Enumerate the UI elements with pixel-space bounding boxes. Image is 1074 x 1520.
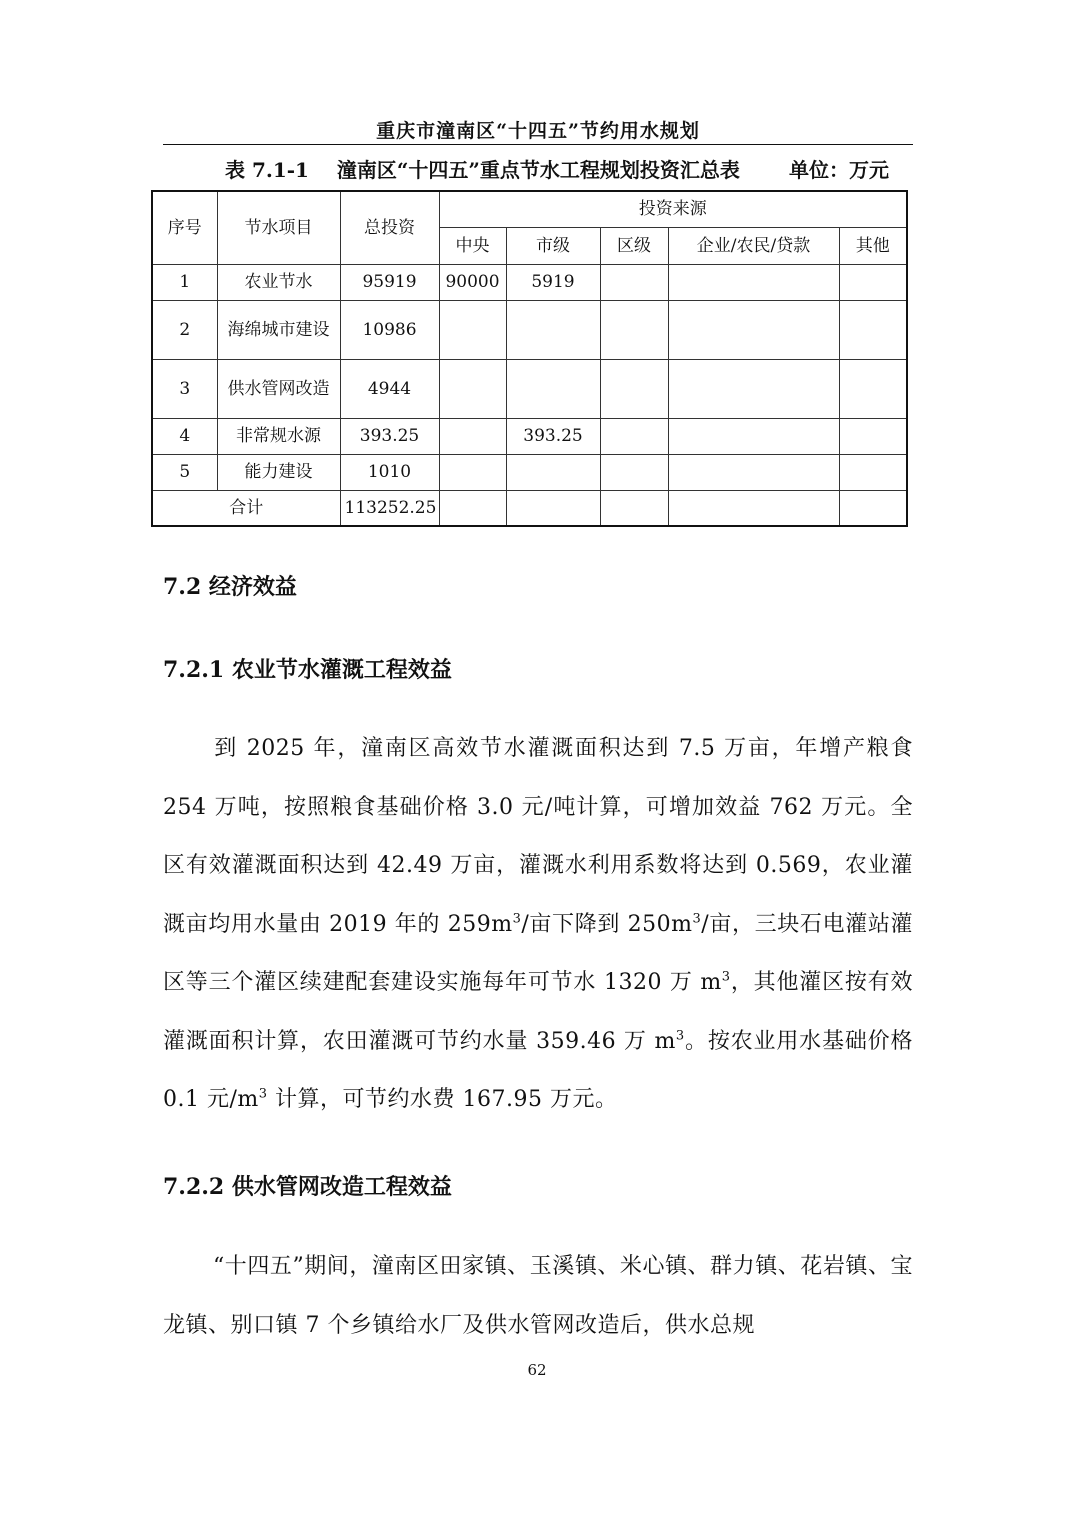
cell-other bbox=[839, 418, 907, 454]
total-label: 合计 bbox=[152, 490, 340, 526]
cell-project: 能力建设 bbox=[217, 454, 340, 490]
cell-central: 90000 bbox=[439, 264, 506, 300]
table-caption-label: 表 7.1-1 bbox=[225, 158, 309, 182]
header-rule bbox=[163, 144, 913, 145]
total-value: 113252.25 bbox=[340, 490, 439, 526]
running-header: 重庆市潼南区“十四五”节约用水规划 bbox=[376, 120, 700, 142]
cell-total: 1010 bbox=[340, 454, 439, 490]
cell-central bbox=[439, 454, 506, 490]
cell-other bbox=[839, 264, 907, 300]
cell-city bbox=[506, 359, 600, 418]
header-total: 总投资 bbox=[340, 191, 439, 264]
header-project: 节水项目 bbox=[217, 191, 340, 264]
table-caption-title bbox=[225, 154, 740, 183]
section-heading-7-2-1: 7.2.1 农业节水灌溉工程效益 bbox=[163, 657, 452, 683]
cell-district bbox=[600, 454, 668, 490]
cell-seq: 3 bbox=[152, 359, 217, 418]
header-seq: 序号 bbox=[152, 191, 217, 264]
cell-enterprise bbox=[668, 418, 839, 454]
header-other: 其他 bbox=[839, 227, 907, 264]
cell-other bbox=[839, 454, 907, 490]
table-row bbox=[152, 300, 907, 359]
cell-central bbox=[439, 359, 506, 418]
investment-summary-table bbox=[151, 190, 908, 527]
cell-central bbox=[439, 418, 506, 454]
cell-project: 海绵城市建设 bbox=[217, 300, 340, 359]
cell-seq: 4 bbox=[152, 418, 217, 454]
header-central: 中央 bbox=[439, 227, 506, 264]
section-heading-7-2: 7.2 经济效益 bbox=[163, 574, 297, 600]
cell-project: 非常规水源 bbox=[217, 418, 340, 454]
cell-district bbox=[600, 359, 668, 418]
cell-city bbox=[506, 300, 600, 359]
cell-enterprise bbox=[668, 454, 839, 490]
cell-seq: 2 bbox=[152, 300, 217, 359]
table-row bbox=[152, 454, 907, 490]
table-total-row bbox=[152, 490, 907, 526]
header-source: 投资来源 bbox=[439, 191, 907, 227]
cell-other bbox=[839, 300, 907, 359]
cell-total: 393.25 bbox=[340, 418, 439, 454]
section-heading-7-2-2: 7.2.2 供水管网改造工程效益 bbox=[163, 1174, 452, 1200]
cell-project: 供水管网改造 bbox=[217, 359, 340, 418]
cell-total: 10986 bbox=[340, 300, 439, 359]
table-row bbox=[152, 359, 907, 418]
cell-seq: 1 bbox=[152, 264, 217, 300]
cell-district bbox=[600, 418, 668, 454]
paragraph-agriculture: 到 2025 年，潼南区高效节水灌溉面积达到 7.5 万亩，年增产粮食 254 万吨，按照粮食基础价格 3.0 元/吨计算，可增加效益 762 万元。全区有效灌溉面积达到 42.49 万亩，灌溉水利用系数将达到 0.569，农业灌溉亩均用水量由 2019 年的 $259m^3/$亩下降到 $250m^3/$亩，三块石电灌站灌区等三个灌区续建配套建设实施每年可节水 1320 万 $m^3$，其他灌区按有效灌溉面积计算，农田灌溉可节约水量 359.46 万 $m^3$。按农业用水基础价格 0.1 元$/m^3$ 计算，可节约水费 167.95 万元。 bbox=[163, 736, 914, 1112]
header-enterprise: 企业/农民/贷款 bbox=[668, 227, 839, 264]
table-caption-unit: 单位：万元 bbox=[789, 158, 889, 182]
page-number: 62 bbox=[527, 1361, 547, 1379]
cell-total: 4944 bbox=[340, 359, 439, 418]
cell-project: 农业节水 bbox=[217, 264, 340, 300]
cell-city bbox=[506, 454, 600, 490]
cell-city: 393.25 bbox=[506, 418, 600, 454]
table-row bbox=[152, 418, 907, 454]
cell-total: 95919 bbox=[340, 264, 439, 300]
cell-enterprise bbox=[668, 264, 839, 300]
cell-enterprise bbox=[668, 359, 839, 418]
cell-city: 5919 bbox=[506, 264, 600, 300]
table-caption-text: 潼南区“十四五”重点节水工程规划投资汇总表 bbox=[336, 158, 740, 182]
table-row bbox=[152, 264, 907, 300]
cell-district bbox=[600, 300, 668, 359]
cell-other bbox=[839, 359, 907, 418]
header-city: 市级 bbox=[506, 227, 600, 264]
cell-district bbox=[600, 264, 668, 300]
cell-seq: 5 bbox=[152, 454, 217, 490]
paragraph-water-supply: “十四五”期间，潼南区田家镇、玉溪镇、米心镇、群力镇、花岩镇、宝龙镇、别口镇 7 个乡镇给水厂及供水管网改造后，供水总规 bbox=[163, 1254, 913, 1338]
header-district: 区级 bbox=[600, 227, 668, 264]
cell-central bbox=[439, 300, 506, 359]
cell-enterprise bbox=[668, 300, 839, 359]
